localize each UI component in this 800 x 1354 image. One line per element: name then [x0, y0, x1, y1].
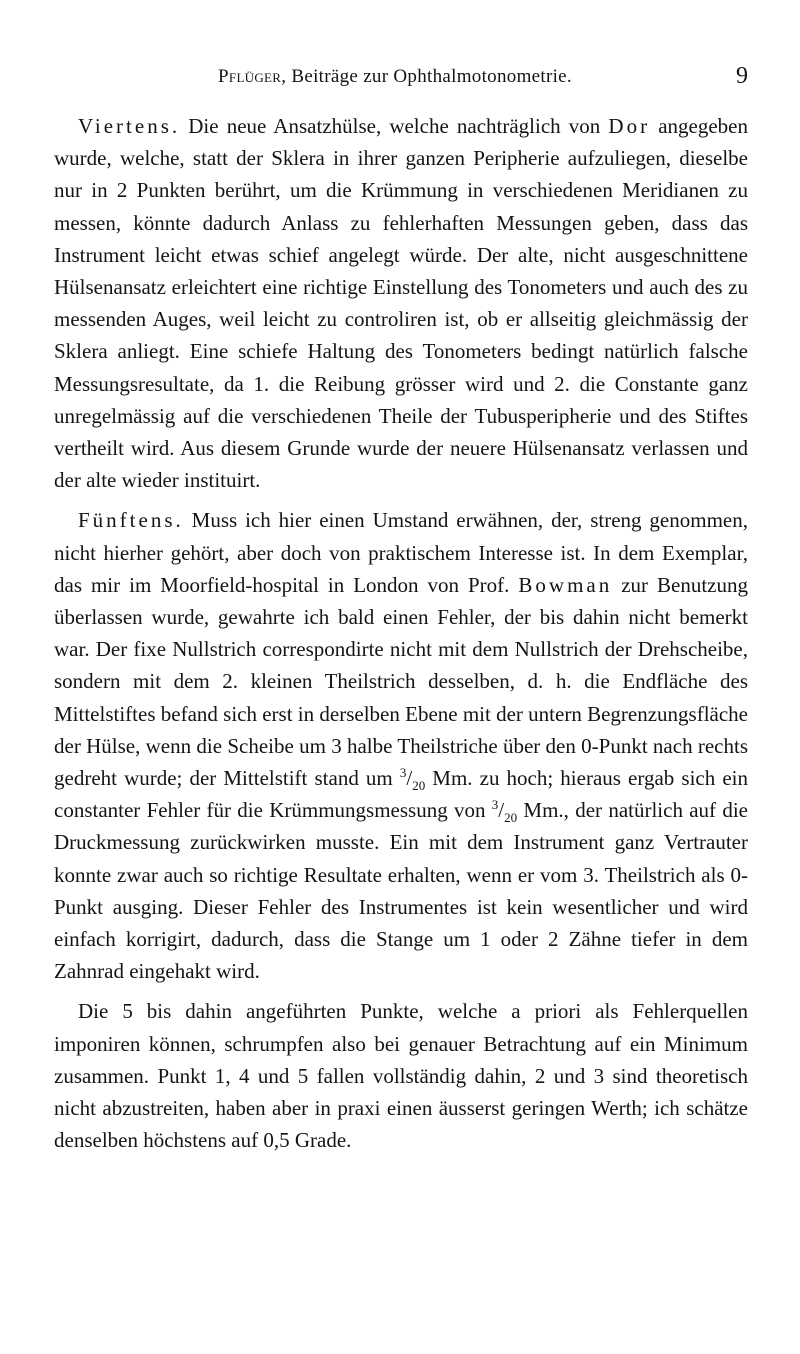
fraction: $^3/_{20}$ — [399, 765, 426, 794]
running-head-author: Pflüger — [218, 66, 282, 87]
fraction-denominator: 20 — [504, 810, 518, 826]
running-title — [160, 66, 630, 88]
running-head-title: , Beiträge zur Ophthalmotonometrie. — [281, 66, 572, 87]
paragraph-text: Mm. zu hoch; hieraus ergab sich ein constanter Fehler für die Krümmungsmessung von — [54, 766, 748, 823]
paragraph-fuenftens — [54, 504, 748, 987]
page-number: 9 — [736, 63, 748, 89]
running-head — [0, 63, 800, 96]
person-name: Dor — [608, 114, 651, 138]
paragraph-lead: Fünftens. — [78, 508, 184, 533]
fraction-numerator: 3 — [491, 797, 499, 813]
paragraph-text: Muss ich hier einen Umstand erwähnen, der, streng genommen, nicht hierher gehört, aber doch von praktischem Interesse ist. In dem Exemplar, das mir im Moorfield-hospital in London von Prof. — [54, 508, 748, 597]
fraction: $^3/_{20}$ — [491, 797, 518, 826]
paragraph-text: Die neue Ansatzhülse, welche nachträglich von — [180, 114, 609, 138]
body-text — [54, 110, 748, 1165]
paragraph-text: angegeben wurde, welche, statt der Sklera in ihrer ganzen Peripherie aufzuliegen, dieselbe nur in 2 Punkten berührt, um die Krümmung in verschiedenen Meridianen zu messen, könnte dadurch Anlass zu fehlerhaften Messungen geben, dass das Instrument leicht etwas schief angelegt würde. Der alte, nicht ausgeschnittene Hülsenansatz erleichtert eine richtige Einstellung des Tonometers und auch des zu messenden Auges, weil leicht zu controliren ist, ob er allseitig gleichmässig der Sklera anliegt. Eine schiefe Haltung des Tonometers bedingt natürlich falsche Messungsresultate, da 1. die Reibung grösser wird und 2. die Constante ganz unregelmässig auf die verschiedenen Theile der Tubusperipherie und des Stiftes vertheilt wird. Aus diesem Grunde wurde der neuere Hülsenansatz verlassen und der alte wieder instituirt. — [54, 114, 748, 493]
fraction-numerator: 3 — [399, 765, 407, 781]
fraction-denominator: 20 — [412, 778, 426, 794]
person-name: Bowman — [518, 572, 613, 597]
paragraph-text: Mm., der natürlich auf die Druckmessung zurückwirken musste. Ein mit dem Instrument ganz Vertrauter konnte zwar auch so richtige Resultate erhalten, wenn er vom 3. Theilstrich als 0-Punkt ausging. Dieser Fehler des Instrumentes ist kein wesentlicher und wird einfach korrigirt, dadurch, dass die Stange um 1 oder 2 Zähne tiefer in dem Zahnrad eingehakt wird. — [54, 798, 748, 984]
paragraph-viertens — [54, 110, 748, 496]
paragraph-lead: Viertens. — [78, 114, 181, 138]
paragraph-text: zur Benutzung überlassen wurde, gewahrte ich bald einen Fehler, der bis dahin nicht bemerkt war. Der fixe Nullstrich correspondirte nicht mit dem Nullstrich der Drehscheibe, sondern mit dem 2. kleinen Theilstrich desselben, d. h. die Endfläche des Mittelstiftes befand sich erst in derselben Ebene mit der untern Begrenzungsfläche der Hülse, wenn die Scheibe um 3 halbe Theilstriche über den 0-Punkt nach rechts gedreht wurde; der Mittelstift stand um — [54, 572, 748, 791]
paragraph-summary: Die 5 bis dahin angeführten Punkte, welche a priori als Fehlerquellen imponiren können, schrumpfen also bei genauer Betrachtung auf ein Minimum zusammen. Punkt 1, 4 und 5 fallen vollständig dahin, 2 und 3 sind theoretisch nicht abzustreiten, haben aber in praxi einen äusserst geringen Werth; ich schätze denselben höchstens auf 0,5 Grade. — [54, 999, 748, 1153]
